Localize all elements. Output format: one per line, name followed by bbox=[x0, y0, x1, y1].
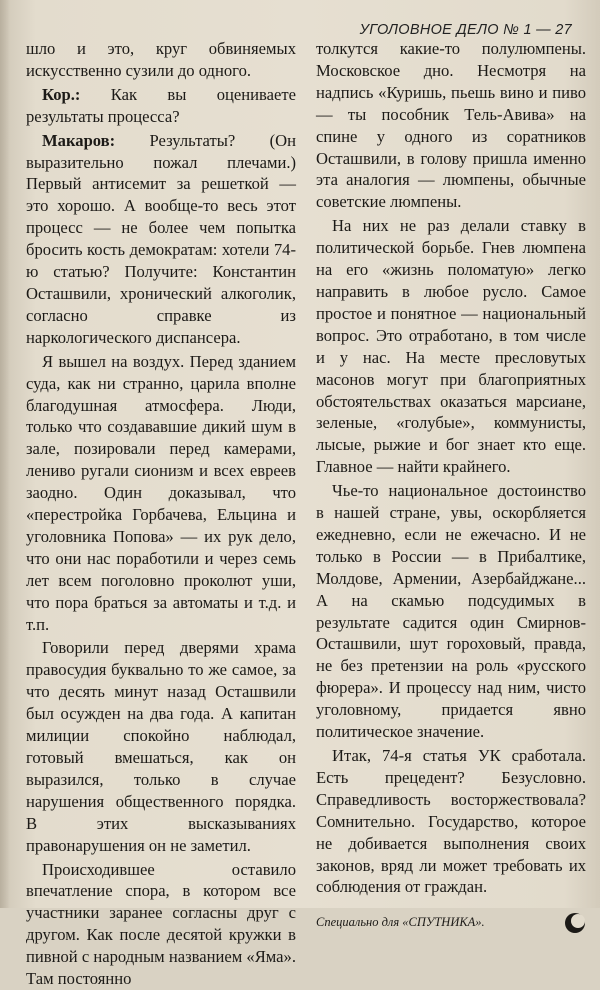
speaker-label: Макаров: bbox=[42, 130, 116, 150]
paragraph: Чье-то национальное достоинство в нашей стране, увы, оскорбляется ежедневно, если не ежечасно. И не только в России — в Прибалтике, Молдове, Армении, Азербайджане... А на скамью подсудимых в результате садится один Смирнов-Осташвили, шут гороховый, правда, не без претензии на роль «русского фюрера». И процессу над ним, чисто уголовному, придается явно политическое значение. bbox=[316, 481, 586, 742]
paragraph: шло и это, круг обвиняемых искусственно сузили до одного. bbox=[26, 39, 296, 80]
speaker-label: Кор.: bbox=[42, 84, 81, 104]
paragraph: Я вышел на воздух. Перед зданием суда, как ни странно, царила вполне благодушная атмосфера. Люди, только что создававшие дикий шум в зале, позировали перед камерами, лениво ругали сионизм и всех евреев заодно. Один доказывал, что «перестройка Горбачева, Ельцина и уголовника Попова» — их рук дело, что они нас поработили и через семь лет всем поголовно проколют уши, что пора браться за автоматы и т.д. и т.п. bbox=[26, 351, 296, 634]
paragraph: Итак, 74-я статья УК сработала. Есть прецедент? Безусловно. Справедливость восторжествовала? Сомнительно. Государство, которое не добивается выполнения своих законов, вряд ли может требовать их соблюдения от граждан. bbox=[316, 746, 586, 897]
paragraph: Говорили перед дверями храма правосудия буквально то же самое, за что десять минут назад Осташвили был осужден на два года. А капитан милиции спокойно наблюдал, готовый вмешаться, как он выразился, только в случае нарушения общественного порядка. В этих высказываниях правонарушения он не заметил. bbox=[26, 638, 296, 855]
signature-line bbox=[316, 912, 586, 934]
running-header: УГОЛОВНОЕ ДЕЛО № 1 — 27 bbox=[359, 22, 572, 38]
page-spine-shadow bbox=[0, 0, 10, 908]
text-columns bbox=[26, 38, 586, 989]
paragraph: Макаров: Результаты? (Он выразительно пожал плечами.) Первый антисемит за решеткой — это хорошо. А вообще-то весь этот процесс — не более чем попытка бросить кость демократам: хотели 74-ю статью? Получите: Константин Осташвили, хронический алкоголик, согласно справке из наркологического диспансера. bbox=[26, 130, 296, 347]
right-column bbox=[316, 38, 586, 930]
paragraph: Кор.: Как вы оцениваете результаты процесса? bbox=[26, 84, 296, 126]
crescent-end-mark-icon bbox=[564, 912, 586, 934]
signature-text: Специально для «СПУТНИКА». bbox=[316, 915, 485, 930]
paragraph: толкутся какие-то полулюмпены. Московское дно. Несмотря на надпись «Куришь, пьешь вино и пиво — ты пособник Тель-Авива» на спине у одного из соратников Осташвили, в голову пришла именно эта аналогия — люмпены, обычные советские люмпены. bbox=[316, 39, 586, 212]
paragraph: Происходившее оставило впечатление спора, в котором все участники заранее согласны друг с другом. Как после десятой кружки в пивной с народным названием «Яма». Там постоянно bbox=[26, 859, 296, 989]
paragraph: На них не раз делали ставку в политической борьбе. Гнев люмпена на его «жизнь поломатую» легко направить в любое русло. Самое простое и понятное — национальный вопрос. Это отработано, в том числе и у нас. На месте пресловутых масонов могут при благоприятных обстоятельствах оказаться марсиане, зеленые, «голубые», коммунисты, лысые, рыжие и бог знает кто еще. Главное — найти крайнего. bbox=[316, 216, 586, 477]
left-column bbox=[26, 38, 296, 989]
